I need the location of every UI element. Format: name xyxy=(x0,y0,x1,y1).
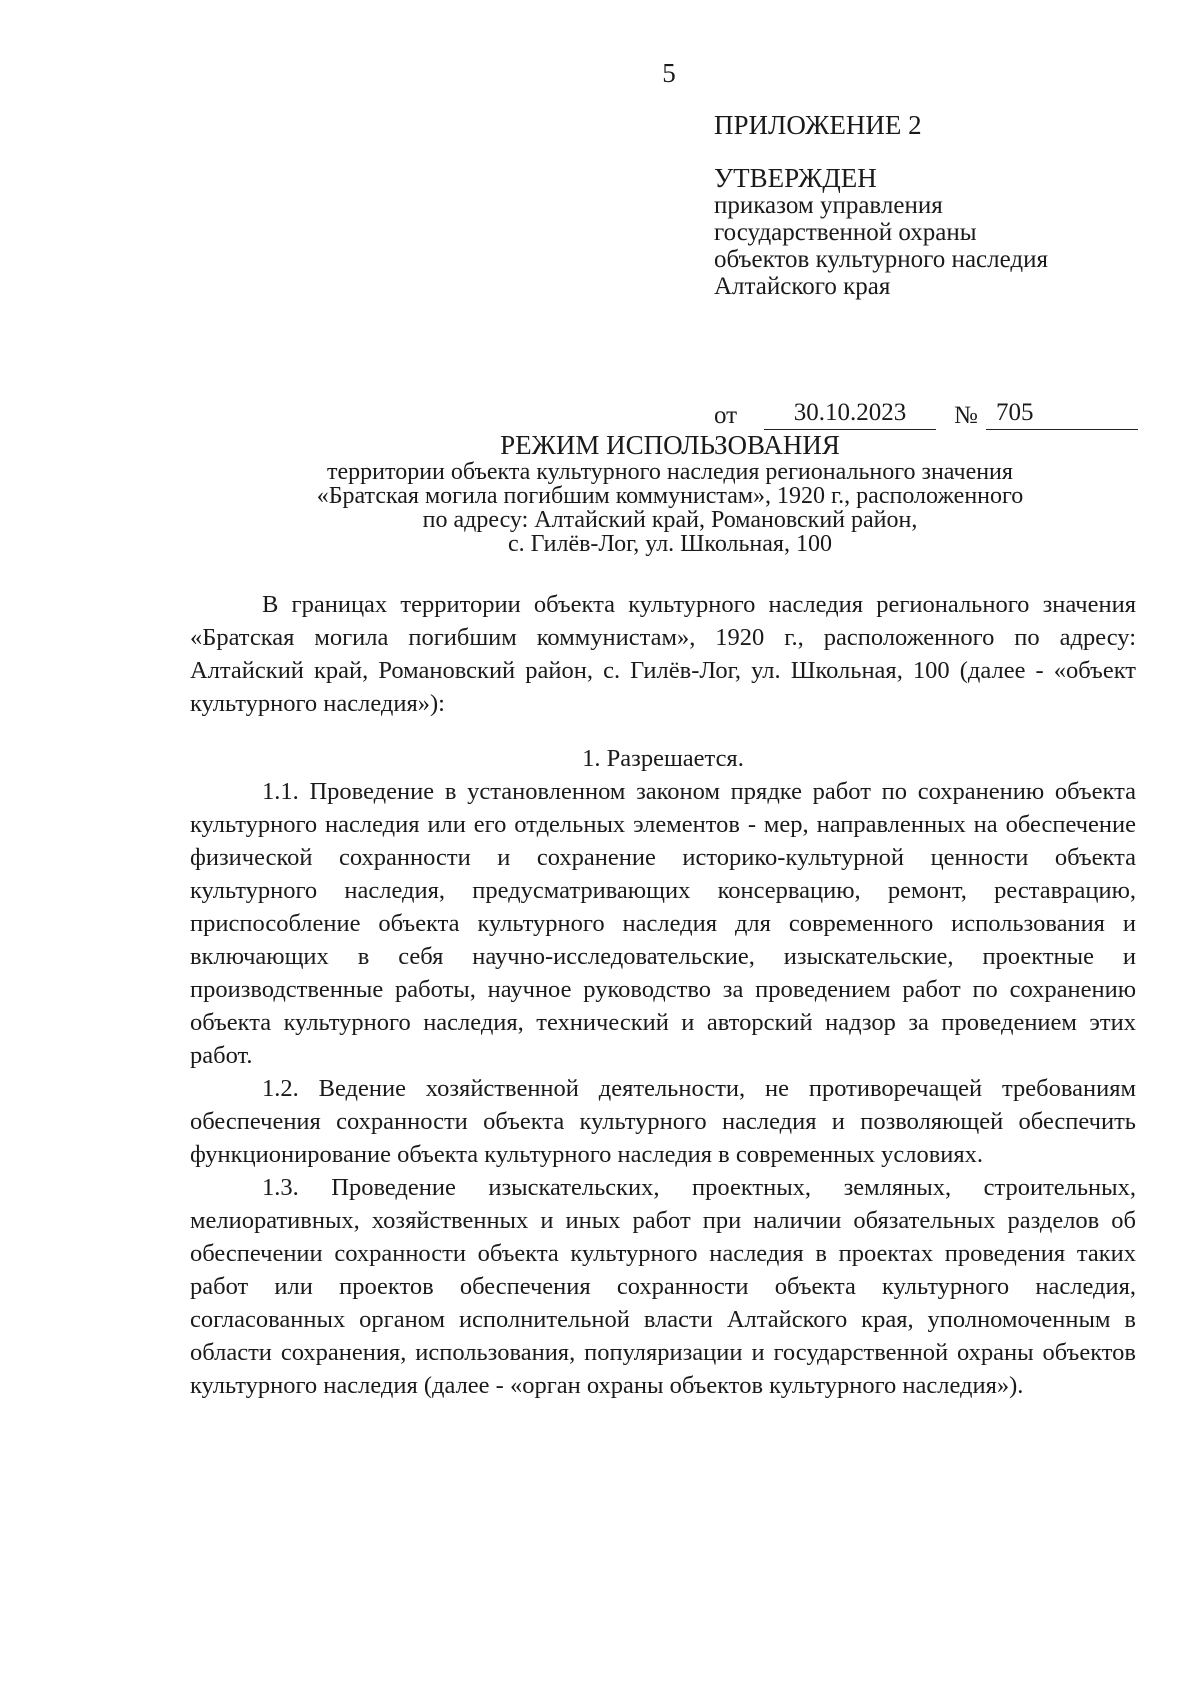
order-date: 30.10.2023 xyxy=(764,399,936,430)
intro-paragraph: В границах территории объекта культурного наследия регионального значения «Братская могила погибшим коммунистам», 1920 г., расположенного по адресу: Алтайский край, Романовский район, с. Гилёв-Лог, ул. Школьная, 100 (далее - «объект культурного наследия»): xyxy=(190,591,1136,717)
title-line: «Братская могила погибшим коммунистам», 1920 г., расположенного xyxy=(316,483,1024,509)
document-title xyxy=(200,430,1140,556)
number-label: № xyxy=(954,402,978,429)
page-number: 5 xyxy=(662,58,676,88)
approval-line: приказом управления xyxy=(714,192,943,219)
approval-line: Алтайского края xyxy=(714,273,891,300)
approval-line: объектов культурного наследия xyxy=(714,246,1048,273)
approval-line: государственной охраны xyxy=(714,219,977,246)
title-line: по адресу: Алтайский край, Романовский район, xyxy=(422,507,918,533)
title-line: территории объекта культурного наследия регионального значения xyxy=(327,459,1013,485)
list-item: 1.3. Проведение изыскательских, проектных, земляных, строительных, мелиоративных, хозяйственных и иных работ при наличии обязательных разделов об обеспечении сохранности объекта культурного наследия в проектах проведения таких работ или проектов обеспечения сохранности объекта культурного наследия, согласованных органом исполнительной власти Алтайского края, уполномоченным в области сохранения, использования, популяризации и государственной охраны объектов культурного наследия (далее - «орган охраны объектов культурного наследия»). xyxy=(190,1174,1136,1399)
approved-label: УТВЕРЖДЕН xyxy=(714,163,877,193)
document-body xyxy=(190,588,1136,1402)
list-item: 1.2. Ведение хозяйственной деятельности, не противоречащей требованиям обеспечения сохранности объекта культурного наследия и позволяющей обеспечить функционирование объекта культурного наследия в современных условиях. xyxy=(190,1075,1136,1168)
from-label: от xyxy=(714,402,738,429)
order-number: 705 xyxy=(986,399,1138,430)
main-title: РЕЖИМ ИСПОЛЬЗОВАНИЯ xyxy=(500,430,840,460)
approval-stamp xyxy=(714,110,1154,429)
appendix-label: ПРИЛОЖЕНИЕ 2 xyxy=(714,110,922,140)
title-line: с. Гилёв-Лог, ул. Школьная, 100 xyxy=(508,531,832,557)
list-item: 1.1. Проведение в установленном законом прядке работ по сохранению объекта культурного наследия или его отдельных элементов - мер, направленных на обеспечение физической сохранности и сохранение историко-культурной ценности объекта культурного наследия, предусматривающих консервацию, ремонт, реставрацию, приспособление объекта культурного наследия для современного использования и включающих в себя научно-исследовательские, изыскательские, проектные и производственные работы, научное руководство за проведением работ по сохранению объекта культурного наследия, технический и авторский надзор за проведением этих работ. xyxy=(190,778,1136,1069)
section-heading: 1. Разрешается. xyxy=(582,745,744,772)
